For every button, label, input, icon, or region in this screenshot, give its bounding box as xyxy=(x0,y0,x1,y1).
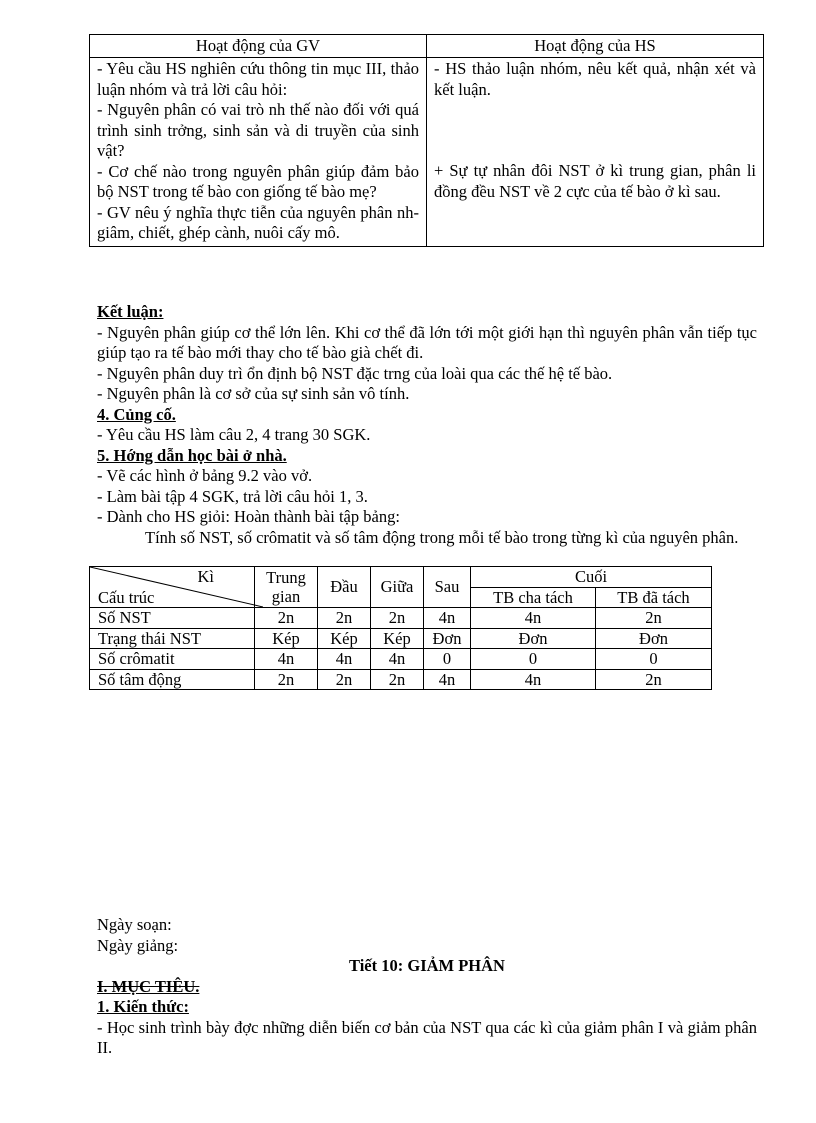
cell: 0 xyxy=(424,649,471,670)
row-label: Số crômatit xyxy=(90,649,255,670)
stage-table xyxy=(89,566,712,690)
header-hs: Hoạt động của HS xyxy=(427,35,764,58)
cell: 4n xyxy=(471,608,596,629)
row-label: Số tâm động xyxy=(90,669,255,690)
prep-date: Ngày soạn: xyxy=(97,915,172,934)
conclusion-line: - Nguyên phân duy trì ổn định bộ NST đặc trng của loài qua các thế hệ tế bào. xyxy=(97,363,613,383)
cell: Đơn xyxy=(424,628,471,649)
homework-task: Tính số NST, số crômatit và số tâm động trong mỗi tế bào trong từng kì của nguyên phân. xyxy=(145,527,739,547)
cell: 4n xyxy=(424,669,471,690)
final-stage-header: Cuối xyxy=(471,567,712,588)
activity-table xyxy=(89,34,764,247)
lesson-title xyxy=(97,956,757,977)
gv-item: - Nguyên phân có vai trò nh thế nào đối với quá trình sinh trởng, sinh sản và di truyền của sinh vật? xyxy=(97,100,419,160)
final-sub-header: TB đã tách xyxy=(596,587,712,608)
teach-date: Ngày giảng: xyxy=(97,935,179,955)
cell: 2n xyxy=(371,608,424,629)
cell: 0 xyxy=(471,649,596,670)
stage-header: Giữa xyxy=(371,567,424,608)
corner-top: Kì xyxy=(197,567,214,586)
table-row xyxy=(90,649,712,670)
cell: 2n xyxy=(318,669,371,690)
cell: 4n xyxy=(318,649,371,670)
table-row xyxy=(90,669,712,690)
gv-item: - Cơ chế nào trong nguyên phân giúp đảm bảo bộ NST trong tế bào con giống tế bào mẹ? xyxy=(97,161,419,201)
lesson-title-text: GIẢM PHÂN xyxy=(407,956,505,975)
homework-heading: 5. Hớng dẫn học bài ở nhà. xyxy=(97,445,287,465)
table-row xyxy=(90,628,712,649)
cell: Kép xyxy=(318,628,371,649)
cell: 2n xyxy=(596,608,712,629)
subsection-heading: 1. Kiến thức: xyxy=(97,997,189,1016)
hs-cell xyxy=(427,58,764,247)
hs-item: - HS thảo luận nhóm, nêu kết quả, nhận xét và kết luận. xyxy=(434,59,756,99)
conclusion-line: - Nguyên phân giúp cơ thể lớn lên. Khi cơ thể đã lớn tới một giới hạn thì nguyên phân vẫn tiếp tục giúp tạo ra tế bào mới thay cho tế bào già chết đi. xyxy=(97,322,757,362)
section-heading: I. MỤC TIÊU. xyxy=(97,976,200,996)
corner-cell xyxy=(90,567,255,608)
cell: 2n xyxy=(255,608,318,629)
corner-bottom: Cấu trúc xyxy=(98,587,155,607)
cell: 4n xyxy=(471,669,596,690)
cell: 4n xyxy=(255,649,318,670)
conclusion-line: - Nguyên phân là cơ sở của sự sinh sản vô tính. xyxy=(97,384,410,403)
conclusion-heading: Kết luận: xyxy=(97,302,164,321)
lesson-title-prefix: Tiết 10: xyxy=(349,956,404,975)
row-label: Số NST xyxy=(90,608,255,629)
cell: 2n xyxy=(596,669,712,690)
homework-line: - Dành cho HS giỏi: Hoàn thành bài tập bảng: xyxy=(97,507,400,526)
cell: Kép xyxy=(255,628,318,649)
cell: 2n xyxy=(255,669,318,690)
hs-item: + Sự tự nhân đôi NST ở kì trung gian, phân li đồng đều NST về 2 cực của tế bào ở kì sau. xyxy=(434,161,756,201)
cell: Kép xyxy=(371,628,424,649)
gv-cell xyxy=(90,58,427,247)
conclusion-section xyxy=(97,302,757,548)
consolidation-line: - Yêu cầu HS làm câu 2, 4 trang 30 SGK. xyxy=(97,425,371,444)
objective: - Học sinh trình bày đợc những diễn biến cơ bản của NST qua các kì của giảm phân I và giảm phân II. xyxy=(97,1017,757,1057)
cell: 2n xyxy=(318,608,371,629)
gv-item: - GV nêu ý nghĩa thực tiễn của nguyên phân nh giâm, chiết, ghép cành, nuôi cấy mô. xyxy=(97,202,419,242)
header-gv: Hoạt động của GV xyxy=(90,35,427,58)
cell: Đơn xyxy=(596,628,712,649)
cell: 0 xyxy=(596,649,712,670)
cell: 4n xyxy=(424,608,471,629)
cell: 2n xyxy=(371,669,424,690)
cell: Đơn xyxy=(471,628,596,649)
homework-line: - Vẽ các hình ở bảng 9.2 vào vở. xyxy=(97,466,313,485)
final-sub-header: TB cha tách xyxy=(471,587,596,608)
cell: 4n xyxy=(371,649,424,670)
row-label: Trạng thái NST xyxy=(90,628,255,649)
gv-item: - Yêu cầu HS nghiên cứu thông tin mục III, thảo luận nhóm và trả lời câu hỏi: xyxy=(97,59,419,99)
consolidation-heading: 4. Củng cố. xyxy=(97,404,176,424)
stage-header: Sau xyxy=(424,567,471,608)
next-lesson xyxy=(97,915,757,1059)
stage-header: Trung gian xyxy=(255,567,318,608)
table-row xyxy=(90,608,712,629)
stage-header: Đầu xyxy=(318,567,371,608)
homework-line: - Làm bài tập 4 SGK, trả lời câu hỏi 1, 3. xyxy=(97,486,368,506)
